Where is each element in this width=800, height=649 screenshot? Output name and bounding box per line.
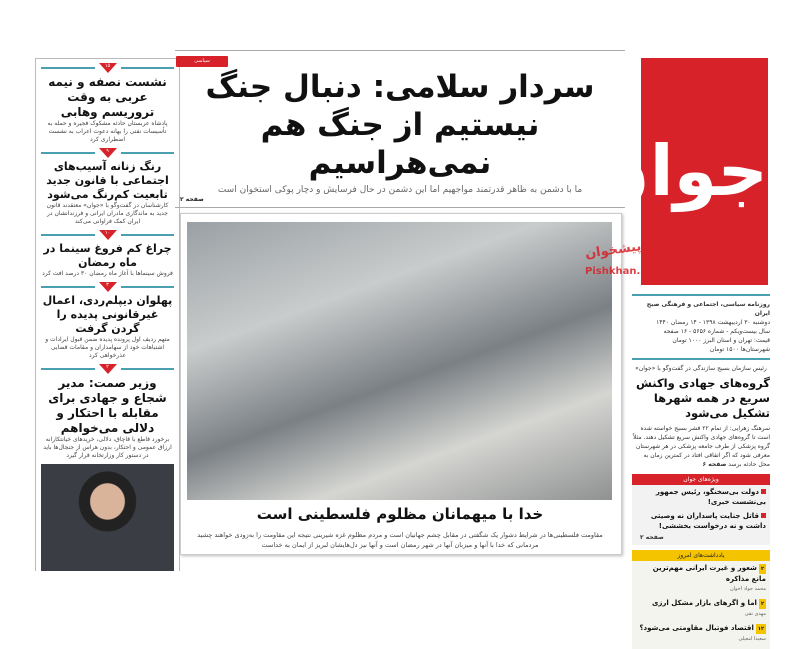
info-line: سال بیست‌ویکم - شماره ۵۶۵۶ - ۱۶ صفحه	[663, 328, 770, 335]
article-summary: پادشاه عربستان حادثه مشکوک فجیره و حمله به تأسیسات نفتی را بهانه دعوت اعراب به نشست اضطراری کرد	[47, 120, 168, 143]
item-title: اقتصاد فوتبال مقاومتی می‌شود؟	[639, 624, 754, 632]
article-summary: متهم ردیف اول پرونده پدیده ضمن قبول ایرادات و اشتباهات خود از سهامداران و مقامات قضایی عذرخواهی کرد	[45, 336, 170, 359]
page-number: ۱۰	[104, 230, 111, 236]
main-subtitle: ما با دشمن به ظاهر قدرتمند مواجهیم اما این دشمن در حال فرسایش و دچار پوکی استخوان است	[217, 185, 583, 195]
list-item[interactable]	[632, 596, 770, 621]
photo-caption[interactable]: خدا با میهمانان مظلوم فلسطینی است	[256, 505, 544, 523]
right-headline[interactable]: گروه‌های جهادی واکنش سریع در همه شهرها تشکیل می‌شود	[636, 376, 770, 420]
specials-box	[632, 474, 770, 545]
list-item[interactable]	[632, 561, 770, 596]
minister-portrait	[41, 464, 174, 571]
left-article[interactable]	[36, 59, 179, 144]
headline-block	[175, 70, 625, 204]
left-article[interactable]	[36, 360, 179, 460]
bullet-icon	[761, 513, 766, 518]
newspaper-logo: جوان	[641, 58, 768, 285]
author: سعیدا امعیلی	[738, 636, 766, 642]
left-column	[35, 58, 180, 571]
notes-box	[632, 550, 770, 649]
right-text: سرهنگ زهرایی: از تمام ۲۲ قشر بسیج خواسته شده است تا گروه‌های جهادی واکنش سریع تشکیل دهند. مثلاً گروه پزشکی از طرف جامعه پزشکی در هر شهرستان معرفی شود که اگر اتفاقی افتاد در کمترین زمان به محل حادثه برسد	[633, 425, 770, 468]
divider	[632, 358, 770, 360]
watermark-url: Pishkhan.net	[585, 266, 659, 277]
box-title: یادداشت‌های امروز	[632, 550, 770, 561]
page-reference: صفحه ۲	[640, 534, 664, 541]
list-item[interactable]	[632, 485, 770, 509]
watermark: پیشخوان	[584, 239, 643, 262]
item-title: قاتل جنایت پاسداران نه وصیتی داشت و نه درخواست بخششی!	[650, 512, 766, 530]
section-marker	[41, 364, 174, 374]
list-item[interactable]	[632, 509, 770, 533]
article-title: پهلوان دیپلم‌ردی، اعمال غیرقانونی پدیده را گردن گرفت	[42, 294, 173, 335]
left-article[interactable]	[36, 278, 179, 360]
page-number: ۹	[106, 148, 109, 154]
info-line: قیمت: تهران و استان البرز ۱۰۰۰ تومان	[672, 337, 770, 344]
page-number: ۱۵	[104, 63, 111, 69]
article-title: رنگ زنانه آسیب‌های اجتماعی با قانون جدید تابعیت کم‌رنگ می‌شود	[46, 160, 169, 201]
section-marker	[41, 230, 174, 240]
left-article[interactable]	[36, 144, 179, 226]
page-reference: صفحه ۶	[702, 461, 727, 468]
publication-info	[632, 300, 770, 354]
section-tag: سیاسی	[176, 56, 228, 67]
page-badge: ۲	[760, 566, 764, 572]
item-title: اما و اگرهای بازار مشکل ارزی	[651, 599, 757, 607]
article-summary: فروش سینماها با آغاز ماه رمضان ۳۰ درصد افت کرد	[42, 270, 173, 277]
article-title: وزیر صمت: مدیر شجاع و جهادی برای مقابله با احتکار و دلالی می‌خواهم	[48, 376, 167, 435]
right-column	[632, 290, 770, 649]
page-number: ۲	[106, 364, 109, 370]
main-photo[interactable]	[187, 222, 612, 500]
article-summary: برخورد قاطع با قاچاق، دلالی، خریدهای خیانتکارانه ارزاق عمومی و احتکار، بدون هراس از جنجال‌ها باید در دستور کار وزارتخانه قرار گیرد	[43, 436, 172, 459]
divider	[175, 50, 625, 51]
bullet-icon	[761, 489, 766, 494]
item-title: شعور و غیرت ایرانی مهم‌ترین مانع مذاکره	[652, 564, 766, 583]
divider	[175, 207, 625, 208]
left-article[interactable]	[36, 226, 179, 278]
kicker: رئیس سازمان بسیج سازندگی در گفت‌وگو با «جوان»	[635, 365, 767, 372]
photo-text: مقاومت فلسطینی‌ها در شرایط دشوار یک شگفتی در مقابل چشم جهانیان است و مردم مظلوم غزه شیرینی نتیجه این مقاومت را به‌زودی خواهند چشید مردمانی که خدا با آنها و میزبان آنها در شهر رمضان است و آنها نیز دل‌هایشان لبریز از ایمان به خداست	[197, 531, 603, 549]
info-line: روزنامه سیاسی، اجتماعی و فرهنگی صبح ایران	[646, 301, 770, 317]
section-marker	[41, 63, 174, 73]
main-headline[interactable]: سردار سلامی: دنبال جنگ نیستیم از جنگ هم نمی‌هراسیم	[205, 69, 595, 181]
box-title: ویژه‌های جوان	[632, 474, 770, 485]
section-marker	[41, 282, 174, 292]
page-badge: ۲	[760, 601, 764, 607]
article-title: نشست نصفه و نیمه عربی به وقت تروریسم وهابی	[48, 75, 167, 119]
divider	[632, 294, 770, 296]
list-item[interactable]	[632, 621, 770, 646]
info-line: شهرستان‌ها ۱۵۰۰ تومان	[709, 346, 770, 353]
article-summary: کارشناسان در گفت‌وگو با «جوان» معتقدند قانون جدید به ماندگاری مادران ایرانی و فرزندانشان در ایران کمک فراوانی می‌کند	[46, 202, 169, 225]
page-reference: صفحه ۲	[180, 196, 204, 203]
section-marker	[41, 148, 174, 158]
author: مهدی تقی	[744, 611, 766, 617]
page-badge: ۱۲	[757, 626, 764, 632]
item-title: دولت بی‌سخنگو، رئیس جمهور بی‌نشست خبری!	[655, 488, 766, 506]
info-line: دوشنبه ۳۰ اردیبهشت ۱۳۹۸ - ۱۴ رمضان ۱۴۴۰	[656, 319, 770, 326]
article-title: چراغ کم فروغ سینما در ماه رمضان	[43, 242, 172, 269]
author: محمد جواد اخوان	[729, 586, 766, 592]
page-number: ۳	[106, 282, 109, 288]
